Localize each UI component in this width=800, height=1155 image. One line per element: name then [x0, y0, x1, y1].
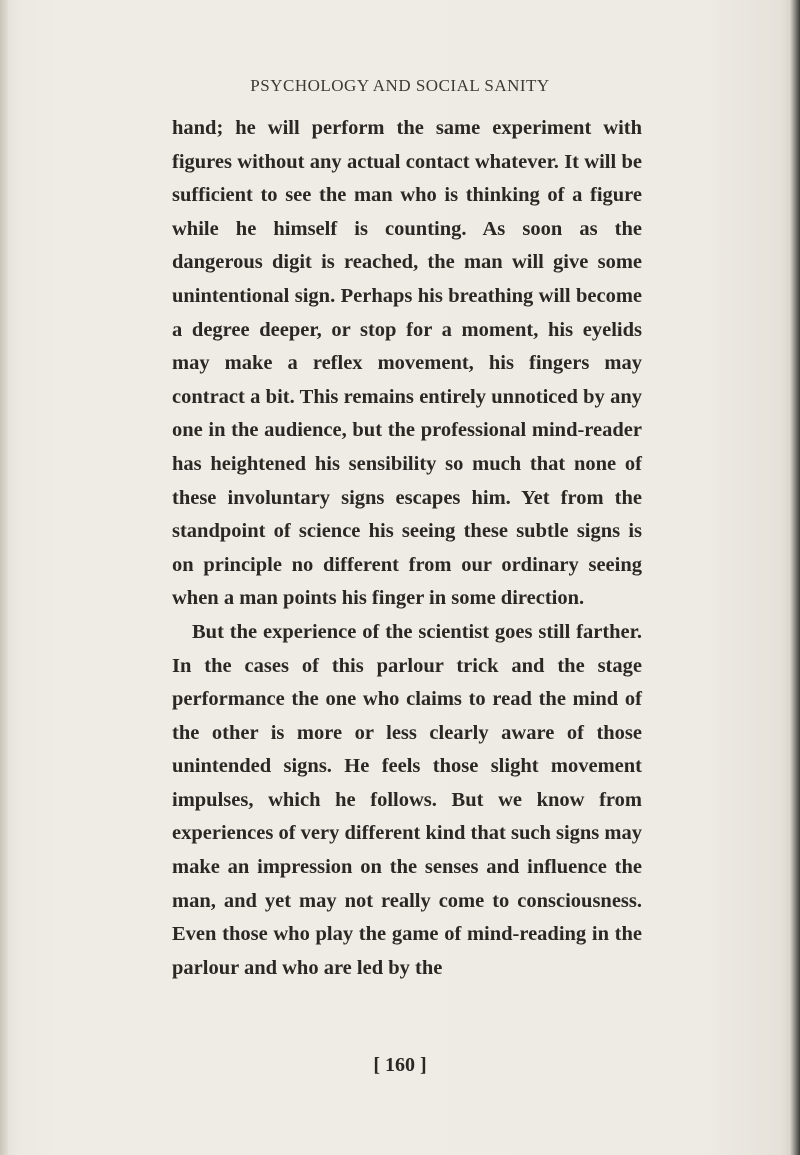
body-text — [172, 112, 642, 985]
page-number: [ 160 ] — [373, 1054, 427, 1076]
running-head: PSYCHOLOGY AND SOCIAL SANITY — [250, 76, 550, 95]
paragraph-1: hand; he will perform the same experiment with figures without any actual contact whatever. It will be sufficient to see the man who is thinking of a figure while he himself is counting. As soon as the dangerous digit is reached, the man will give some unintentional sign. Perhaps his breathing will become a degree deeper, or stop for a moment, his eyelids may make a reflex movement, his fingers may contract a bit. This remains entirely unnoticed by any one in the audience, but the professional mind-reader has heightened his sensibility so much that none of these involuntary signs escapes him. Yet from the standpoint of science his seeing these subtle signs is on principle no different from our ordinary seeing when a man points his finger in some direction. — [172, 117, 642, 610]
paragraph-2: But the experience of the scientist goes still farther. In the cases of this parlour trick and the stage performance the one who claims to read the mind of the other is more or less clearly aware of those unintended signs. He feels those slight movement impulses, which he follows. But we know from experiences of very different kind that such signs may make an impression on the senses and influence the man, and yet may not really come to consciousness. Even those who play the game of mind-reading in the parlour and who are led by the — [172, 620, 642, 979]
page-edge-shadow — [790, 0, 800, 1155]
page-gutter-shadow — [0, 0, 8, 1155]
